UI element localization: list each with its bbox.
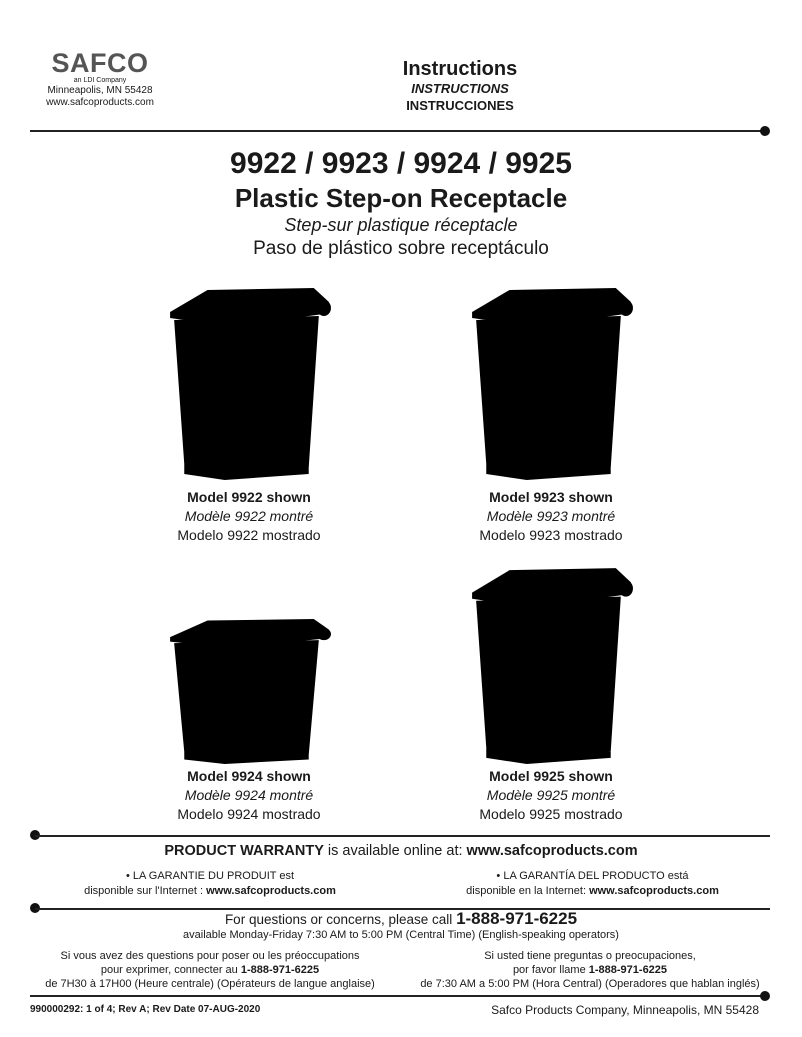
- receptacle-9922-image: [162, 284, 334, 480]
- contact-hours: available Monday-Friday 7:30 AM to 5:00 PM (Central Time) (English-speaking operators): [183, 929, 619, 941]
- divider: [35, 835, 770, 837]
- title-fr: Step-sur plastique réceptacle: [284, 215, 518, 235]
- caption-en: Model 9923 shown: [489, 489, 613, 505]
- contact-text: For questions or concerns, please call: [224, 912, 457, 927]
- receptacle-9924-image: [162, 616, 334, 764]
- contact-es-line3: de 7:30 AM a 5:00 PM (Hora Central) (Operadores que hablan inglés): [420, 978, 760, 990]
- caption-fr: Modèle 9925 montré: [486, 787, 616, 803]
- contact-es-line1: Si usted tiene preguntas o preocupaciones,: [484, 950, 696, 962]
- contact-fr-line2: pour exprimer, connecter au: [100, 964, 241, 976]
- warranty-fr-url[interactable]: www.safcoproducts.com: [206, 885, 336, 897]
- contact-fr: [20, 949, 400, 991]
- brand-name: SAFCO: [51, 48, 149, 78]
- contact-phone: 1-888-971-6225: [456, 909, 578, 928]
- safco-logo: [40, 50, 160, 109]
- warranty-es-line1: • LA GARANTÍA DEL PRODUCTO está: [496, 870, 689, 882]
- caption-en: Model 9925 shown: [489, 768, 613, 784]
- doc-header: [360, 58, 560, 115]
- receptacle-9925-image: [464, 564, 636, 764]
- divider-dot: [760, 126, 770, 136]
- caption-en: Model 9922 shown: [187, 489, 311, 505]
- warranty-es-line2: disponible en la Internet:: [466, 885, 590, 897]
- caption-fr: Modèle 9923 montré: [486, 508, 616, 524]
- divider: [30, 130, 765, 132]
- contact-es: [400, 949, 780, 991]
- model-numbers: 9922 / 9923 / 9924 / 9925: [230, 147, 572, 180]
- contact-fr-line1: Si vous avez des questions pour poser ou les préoccupations: [60, 950, 360, 962]
- header-en: Instructions: [402, 58, 518, 80]
- caption-es: Modelo 9924 mostrado: [177, 806, 321, 822]
- divider: [35, 908, 770, 910]
- receptacle-9923-image: [464, 284, 636, 480]
- divider-dot: [760, 991, 770, 1001]
- caption-es: Modelo 9922 mostrado: [177, 527, 321, 543]
- footer-company: Safco Products Company, Minneapolis, MN 55428: [491, 1003, 759, 1017]
- warranty-url[interactable]: www.safcoproducts.com: [466, 843, 638, 859]
- caption-es: Modelo 9925 mostrado: [479, 806, 623, 822]
- header-es: INSTRUCCIONES: [406, 98, 514, 113]
- caption-9922: [129, 488, 369, 545]
- caption-fr: Modèle 9924 montré: [184, 787, 314, 803]
- contact-fr-phone: 1-888-971-6225: [240, 964, 320, 976]
- title-es: Paso de plástico sobre receptáculo: [253, 238, 549, 259]
- divider: [30, 995, 765, 997]
- warranty-text: is available online at:: [323, 843, 467, 859]
- contact-line: [0, 911, 802, 928]
- caption-es: Modelo 9923 mostrado: [479, 527, 623, 543]
- header-fr: INSTRUCTIONS: [411, 81, 509, 96]
- contact-es-phone: 1-888-971-6225: [588, 964, 668, 976]
- warranty-fr-line1: • LA GARANTIE DU PRODUIT est: [125, 870, 295, 882]
- company-city: Minneapolis, MN 55428: [47, 85, 153, 96]
- title-block: [0, 146, 802, 262]
- contact-fr-line3: de 7H30 à 17H00 (Heure centrale) (Opérateurs de langue anglaise): [45, 978, 375, 990]
- title-en: Plastic Step-on Receptacle: [234, 183, 568, 213]
- warranty-fr-line2: disponible sur l'Internet :: [84, 885, 207, 897]
- contact-es-line2: por favor llame: [512, 964, 589, 976]
- warranty-fr: [40, 869, 380, 899]
- warranty-es: [420, 869, 765, 899]
- caption-en: Model 9924 shown: [187, 768, 311, 784]
- company-website: www.safcoproducts.com: [46, 97, 154, 108]
- caption-9923: [431, 488, 671, 545]
- tagline: an LDI Company: [73, 77, 127, 84]
- warranty-label: PRODUCT WARRANTY: [164, 843, 324, 859]
- caption-9925: [431, 767, 671, 824]
- warranty-line: [0, 843, 802, 859]
- warranty-es-url[interactable]: www.safcoproducts.com: [589, 885, 719, 897]
- caption-9924: [129, 767, 369, 824]
- caption-fr: Modèle 9922 montré: [184, 508, 314, 524]
- document-revision: 990000292: 1 of 4; Rev A; Rev Date 07-AUG-2020: [30, 1004, 261, 1015]
